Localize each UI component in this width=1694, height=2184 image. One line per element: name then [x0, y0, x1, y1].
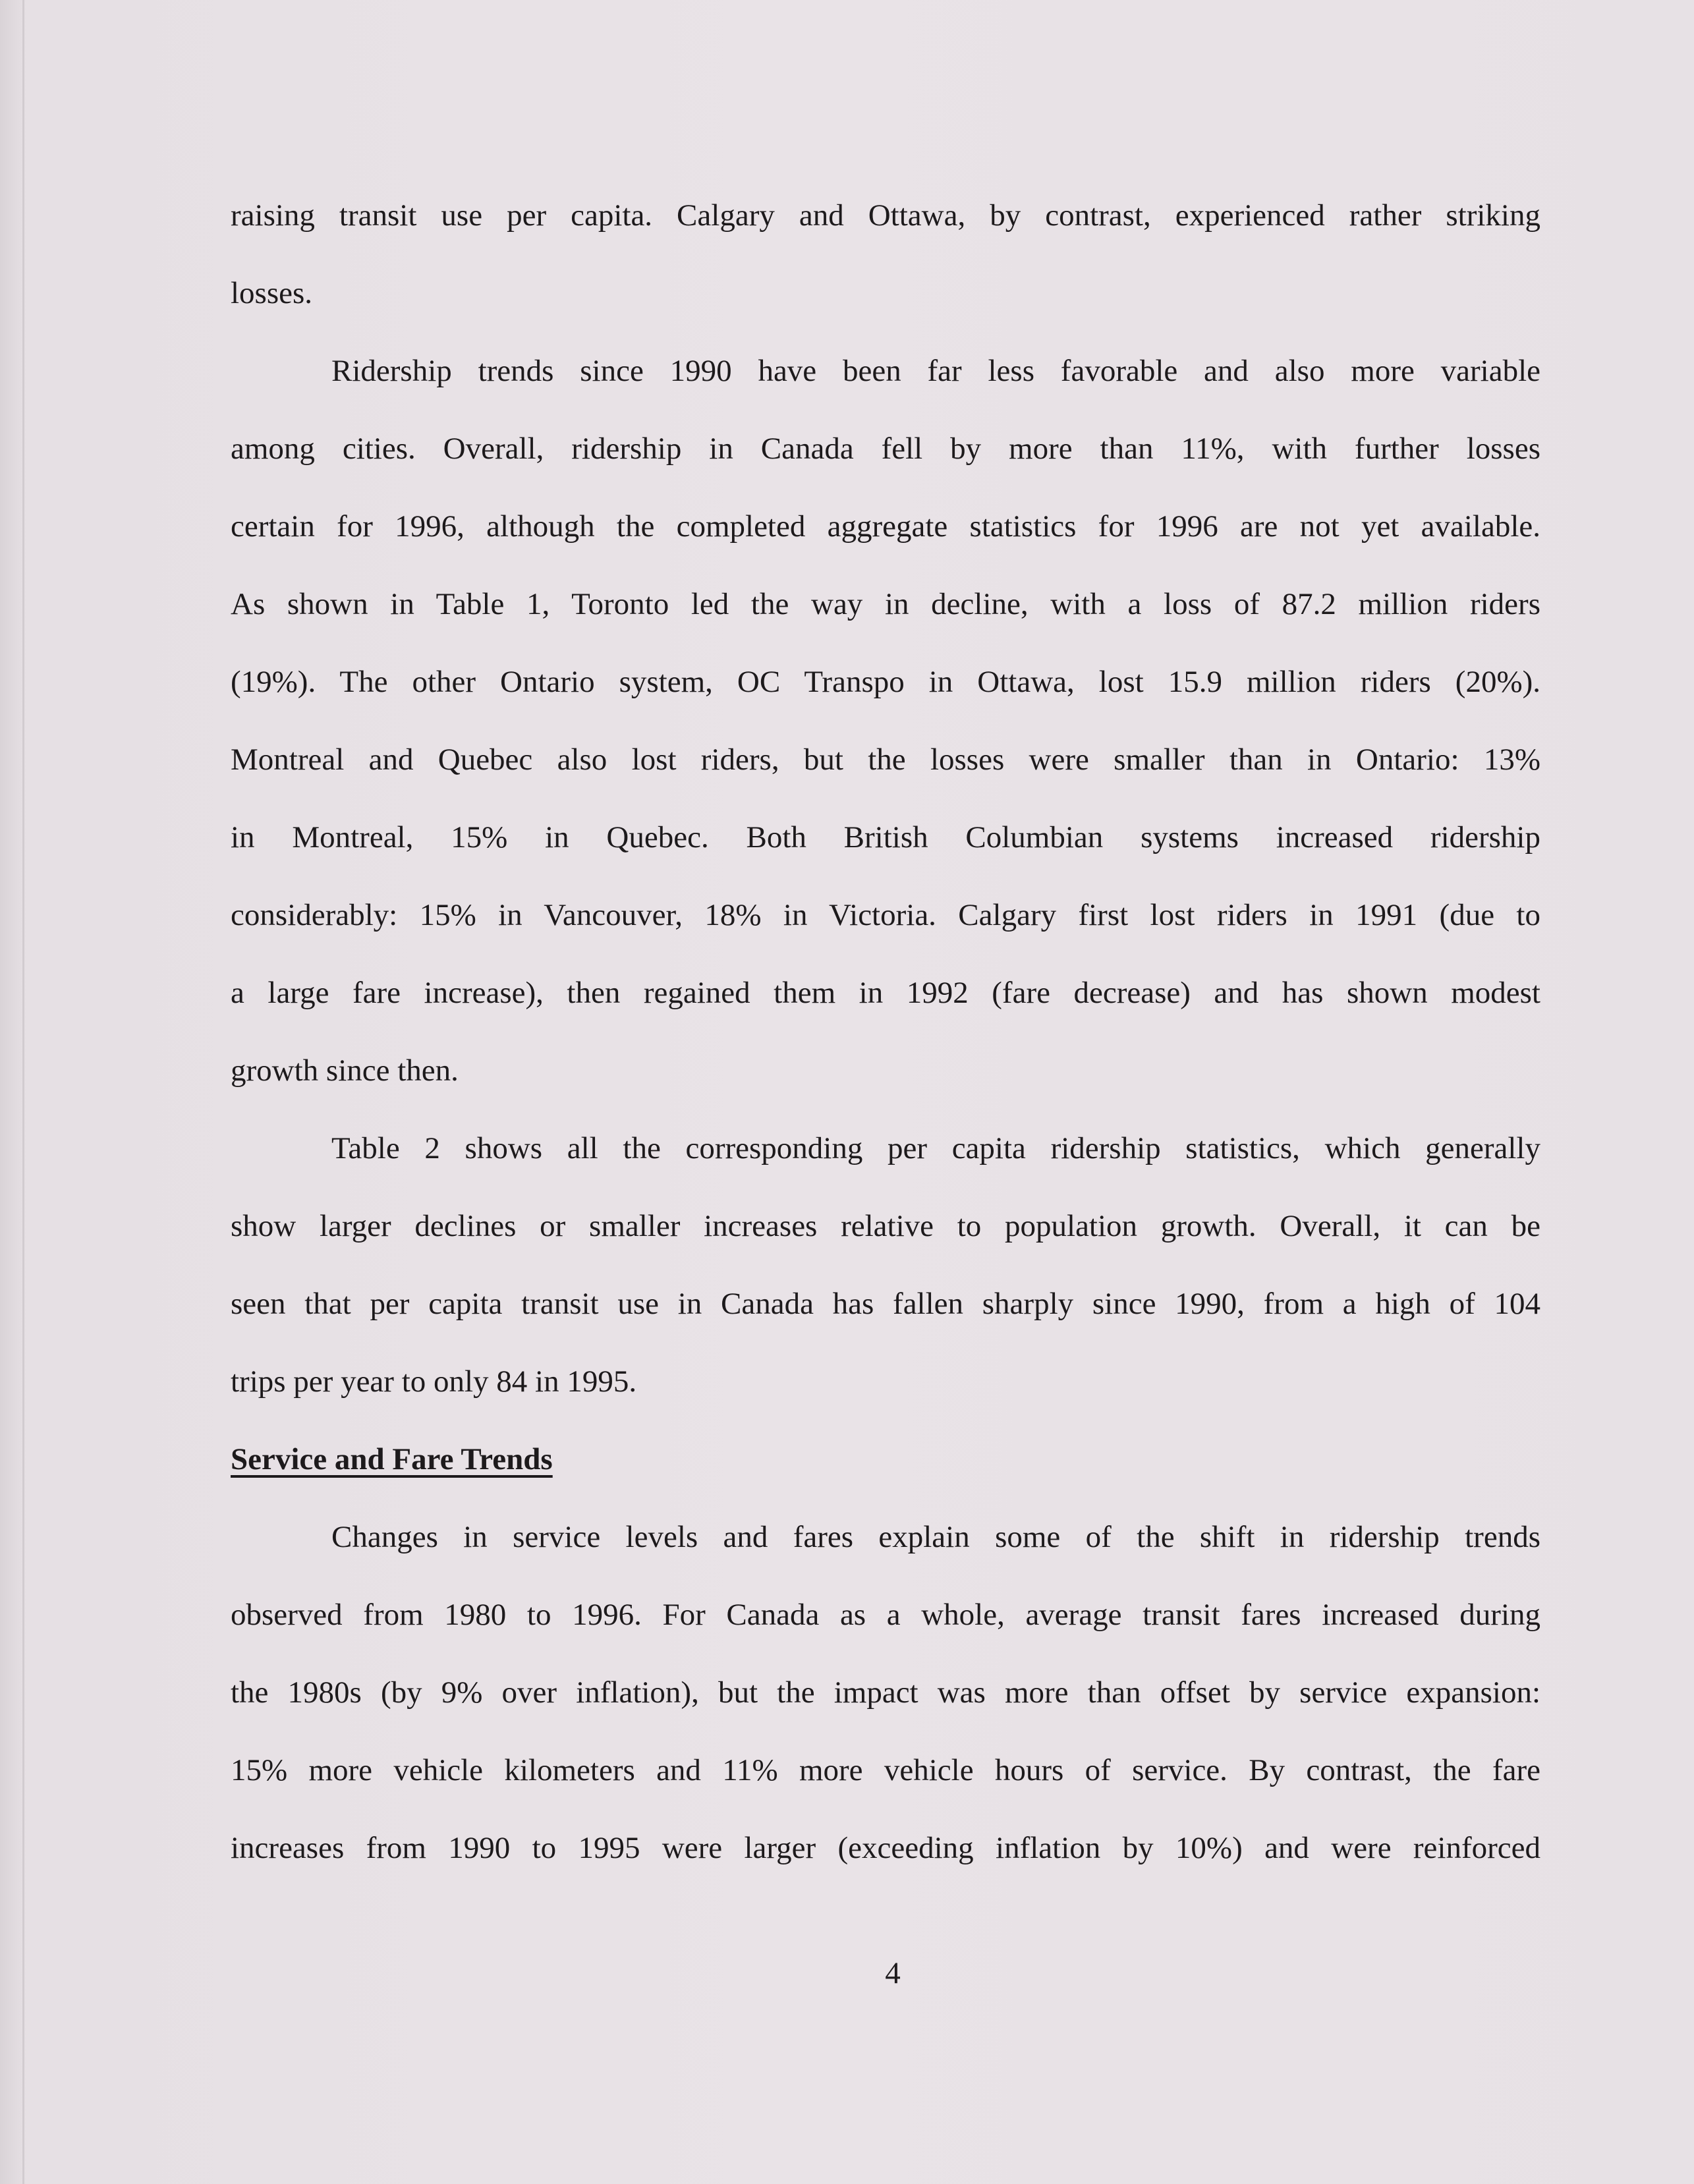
paragraph-3 — [231, 1119, 1540, 1430]
text-line: in Montreal, 15% in Quebec. Both British Columbian systems increased ridership — [231, 820, 1540, 854]
page-edge — [22, 0, 24, 2184]
text-line: As shown in Table 1, Toronto led the way in decline, with a loss of 87.2 million riders — [231, 587, 1540, 621]
section-heading — [231, 1430, 1540, 1507]
text-line: Table 2 shows all the corresponding per capita ridership statistics, which generally — [331, 1131, 1540, 1165]
body-text — [231, 186, 1540, 1896]
paragraph-1 — [231, 186, 1540, 341]
text-line: trips per year to only 84 in 1995. — [231, 1364, 637, 1399]
text-line: show larger declines or smaller increases relative to population growth. Overall, it can be — [231, 1209, 1540, 1243]
section-heading-text: Service and Fare Trends — [231, 1442, 553, 1476]
text-line: Ridership trends since 1990 have been far less favorable and also more variable — [331, 354, 1540, 388]
text-line: certain for 1996, although the completed aggregate statistics for 1996 are not yet available. — [231, 509, 1540, 544]
paragraph-4 — [231, 1507, 1540, 1896]
text-line: growth since then. — [231, 1053, 459, 1088]
text-line: seen that per capita transit use in Canada has fallen sharply since 1990, from a high of 104 — [231, 1287, 1540, 1321]
text-line: considerably: 15% in Vancouver, 18% in Victoria. Calgary first lost riders in 1991 (due to — [231, 898, 1540, 932]
text-line: raising transit use per capita. Calgary and Ottawa, by contrast, experienced rather striking — [231, 198, 1540, 233]
text-line: Changes in service levels and fares explain some of the shift in ridership trends — [331, 1520, 1540, 1554]
paragraph-2 — [231, 341, 1540, 1119]
text-line: losses. — [231, 276, 313, 310]
text-line: 15% more vehicle kilometers and 11% more vehicle hours of service. By contrast, the fare — [231, 1753, 1540, 1787]
text-line: (19%). The other Ontario system, OC Transpo in Ottawa, lost 15.9 million riders (20%). — [231, 665, 1540, 699]
page-number: 4 — [885, 1956, 901, 1990]
text-line: a large fare increase), then regained them in 1992 (fare decrease) and has shown modest — [231, 976, 1540, 1010]
text-line: the 1980s (by 9% over inflation), but the impact was more than offset by service expansion: — [231, 1675, 1540, 1710]
text-line: Montreal and Quebec also lost riders, but the losses were smaller than in Ontario: 13% — [231, 742, 1540, 777]
text-line: observed from 1980 to 1996. For Canada as a whole, average transit fares increased during — [231, 1598, 1540, 1632]
text-line: increases from 1990 to 1995 were larger (exceeding inflation by 10%) and were reinforced — [231, 1831, 1540, 1865]
text-line: among cities. Overall, ridership in Canada fell by more than 11%, with further losses — [231, 432, 1540, 466]
